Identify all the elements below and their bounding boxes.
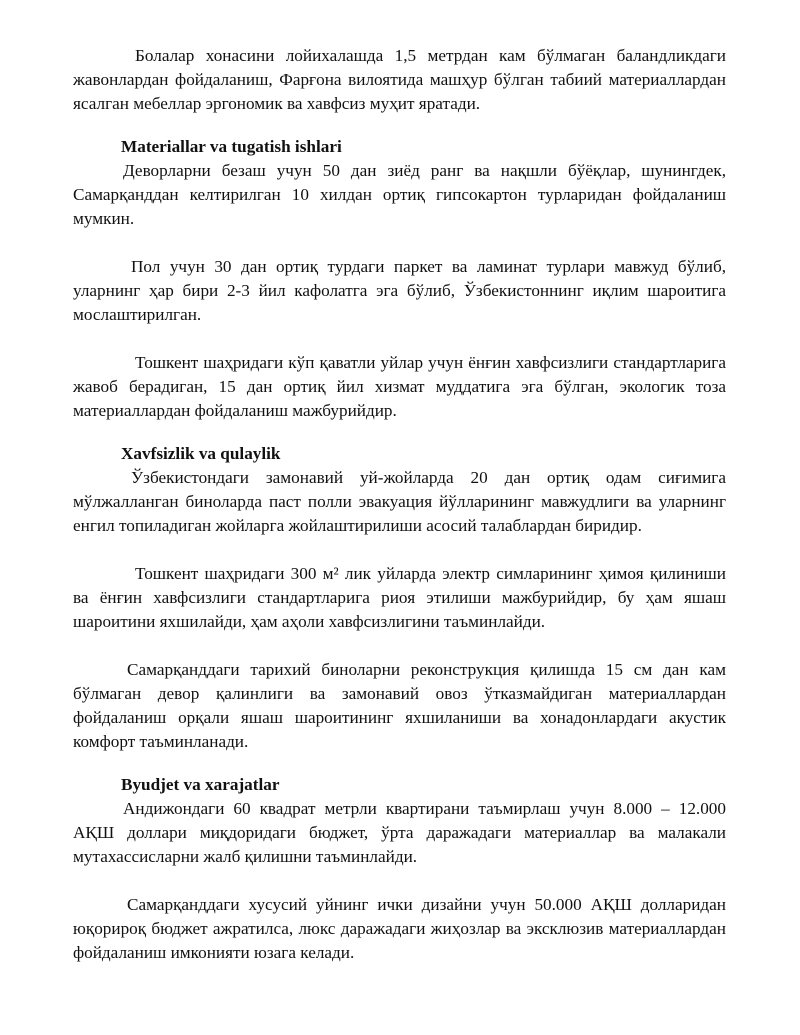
safety-paragraph-1: Ўзбекистондаги замонавий уй-жойларда 20 дан ортиқ одам сиғимига мўлжалланган биноларда паст полли эвакуация йўлларининг мавжудлиги ва уларнинг енгил топиладиган жойларга жойлаштирилиши асосий талаблардан биридир.	[73, 468, 726, 535]
document-page	[73, 44, 726, 965]
section-heading-budget: Byudjet va xarajatlar	[121, 775, 280, 794]
section-heading-safety: Xavfsizlik va qulaylik	[121, 444, 281, 463]
spacer	[73, 231, 726, 255]
spacer	[73, 327, 726, 351]
spacer	[73, 754, 726, 773]
materials-paragraph-3: Тошкент шаҳридаги кўп қаватли уйлар учун ёнғин хавфсизлиги стандартларига жавоб берадиган, 15 дан ортиқ йил хизмат муддатига эга бўлган, экологик тоза материаллардан фойдаланиш мажбурийдир.	[73, 353, 726, 420]
spacer	[73, 634, 726, 658]
safety-paragraph-3: Самарқанддаги тарихий биноларни реконструкция қилишда 15 см дан кам бўлмаган девор қалинлиги ва замонавий овоз ўтказмайдиган материаллардан фойдаланиш орқали яшаш шароитининг яхшиланиши ва хонадонлардаги акустик комфорт таъминланади.	[73, 660, 726, 751]
materials-paragraph-1: Деворларни безаш учун 50 дан зиёд ранг ва нақшли бўёқлар, шунингдек, Самарқанддан келтирилган 10 хилдан ортиқ гипсокартон турларидан фойдаланиш мумкин.	[73, 161, 726, 228]
safety-paragraph-2: Тошкент шаҳридаги 300 м² лик уйларда электр симларининг ҳимоя қилиниши ва ёнғин хавфсизлиги стандартларига риоя этилиши мажбурийдир, бу ҳам яшаш шароитини яхшилайди, ҳам аҳоли хавфсизлигини таъминлайди.	[73, 564, 726, 631]
spacer	[73, 538, 726, 562]
budget-paragraph-2: Самарқанддаги хусусий уйнинг ички дизайни учун 50.000 АҚШ долларидан юқорироқ бюджет ажратилса, люкс даражадаги жиҳозлар ва эксклюзив материаллардан фойдаланиш имконияти юзага келади.	[73, 895, 726, 962]
section-heading-materials: Materiallar va tugatish ishlari	[121, 137, 342, 156]
materials-paragraph-2: Пол учун 30 дан ортиқ турдаги паркет ва ламинат турлари мавжуд бўлиб, уларнинг ҳар бири 2-3 йил кафолатга эга бўлиб, Ўзбекистоннинг иқлим шароитига мослаштирилган.	[73, 257, 726, 324]
spacer	[73, 423, 726, 442]
spacer	[73, 116, 726, 135]
budget-paragraph-1: Андижондаги 60 квадрат метрли квартирани таъмирлаш учун 8.000 – 12.000 АҚШ доллари миқдоридаги бюджет, ўрта даражадаги материаллар ва малакали мутахассисларни жалб қилишни таъминлайди.	[73, 799, 726, 866]
intro-paragraph: Болалар хонасини лойихалашда 1,5 метрдан кам бўлмаган баландликдаги жавонлардан фойдаланиш, Фарғона вилоятида машҳур бўлган табиий материаллардан ясалган мебеллар эргономик ва хавфсиз муҳит яратади.	[73, 46, 726, 113]
spacer	[73, 869, 726, 893]
